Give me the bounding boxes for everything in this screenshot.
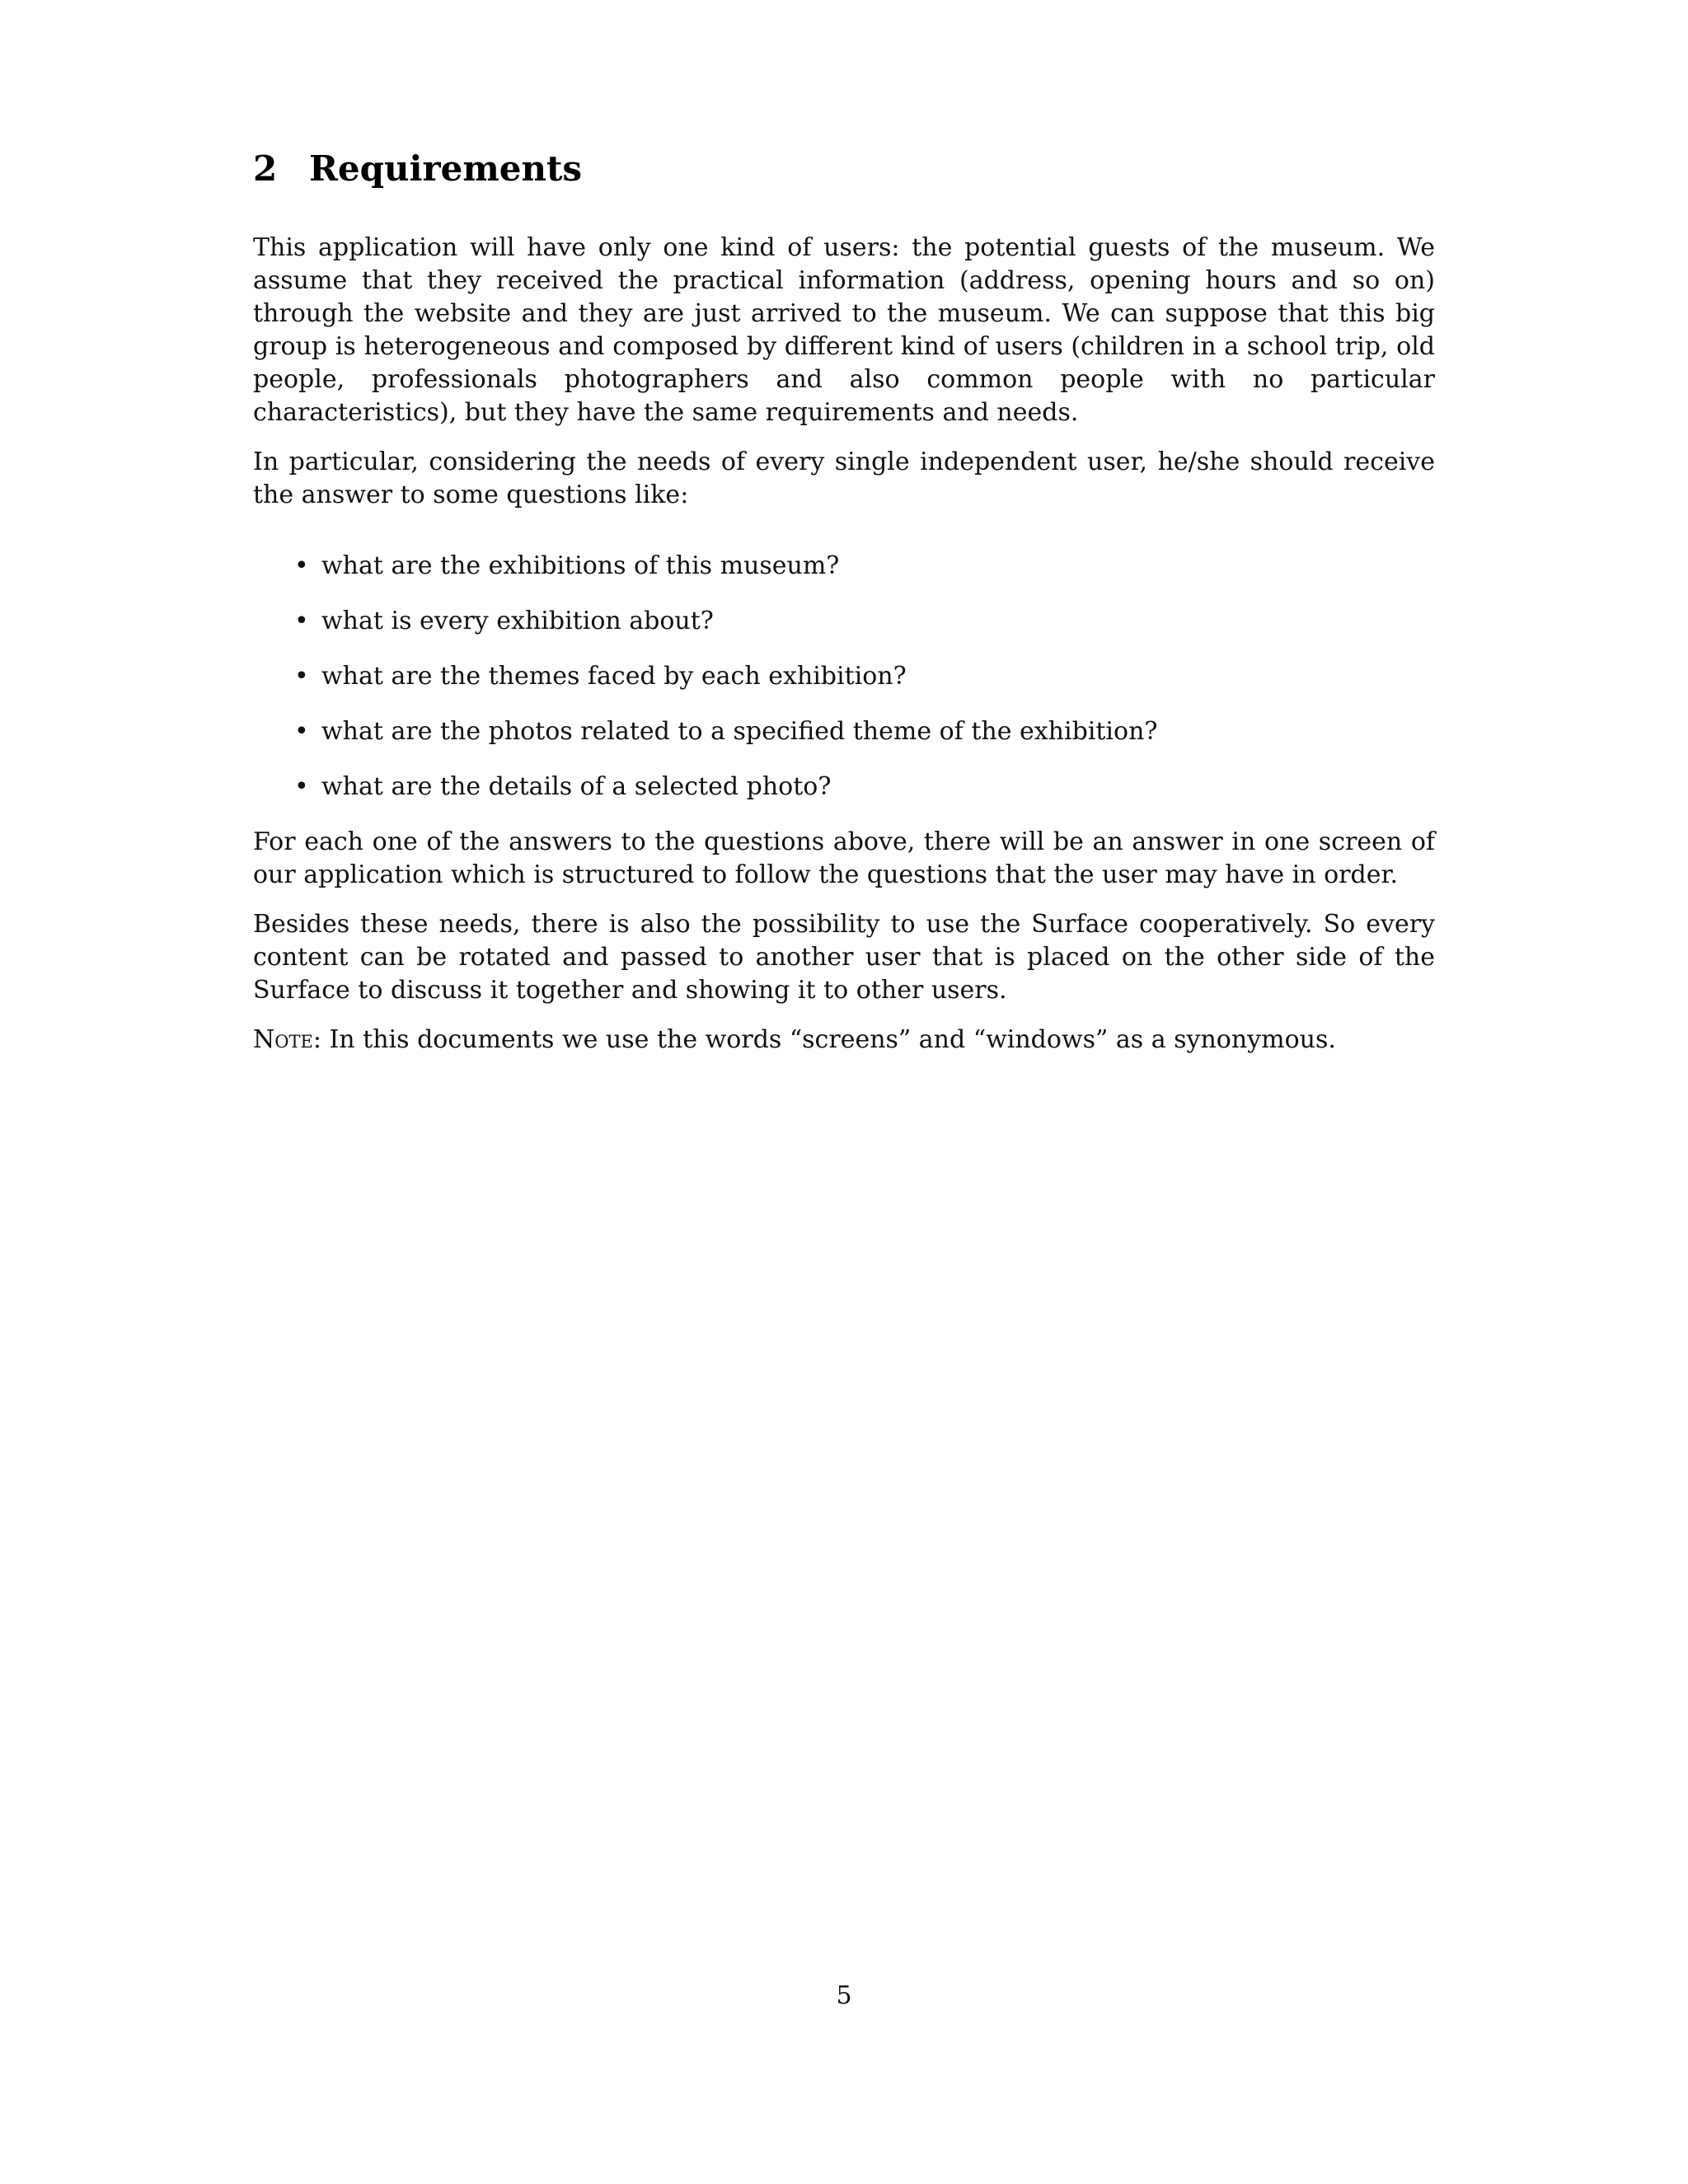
section-title: Requirements (309, 148, 583, 189)
page-number: 5 (836, 1981, 852, 2010)
page-content (253, 144, 1435, 1057)
intro-paragraph: This application will have only one kind of users: the potential guests of the museum. We assume that they received the practical information (address, opening hours and so on) through the website and they are just arrived to the museum. We can suppose that this big group is heterogeneous and composed by different kind of users (children in a school trip, old people, professionals photographers and also common people with no particular characteristics), but they have the same requirements and needs. (253, 233, 1435, 427)
list-item: • what is every exhibition about? (253, 605, 1435, 638)
questions-list (253, 550, 1435, 804)
list-item: • what are the details of a selected photo? (253, 771, 1435, 804)
section-number: 2 (253, 148, 278, 189)
note-paragraph (253, 1024, 1435, 1057)
cooperative-use-paragraph: Besides these needs, there is also the possibility to use the Surface cooperatively. So every content can be rotated and passed to another user that is placed on the other side of the Surface to discuss it together and showing it to other users. (253, 910, 1435, 1005)
list-item: • what are the photos related to a specified theme of the exhibition? (253, 715, 1435, 748)
note-label: Note (253, 1025, 313, 1054)
list-item: • what are the exhibitions of this museum? (253, 550, 1435, 583)
note-text: : In this documents we use the words “screens” and “windows” as a synonymous. (312, 1025, 1336, 1054)
answers-paragraph: For each one of the answers to the questions above, there will be an answer in one screen of our application which is structured to follow the questions that the user may have in order. (253, 827, 1435, 889)
section-heading (253, 144, 1435, 194)
list-item: • what are the themes faced by each exhibition? (253, 660, 1435, 693)
questions-intro-paragraph: In particular, considering the needs of every single independent user, he/she should receive the answer to some questions like: (253, 448, 1435, 509)
